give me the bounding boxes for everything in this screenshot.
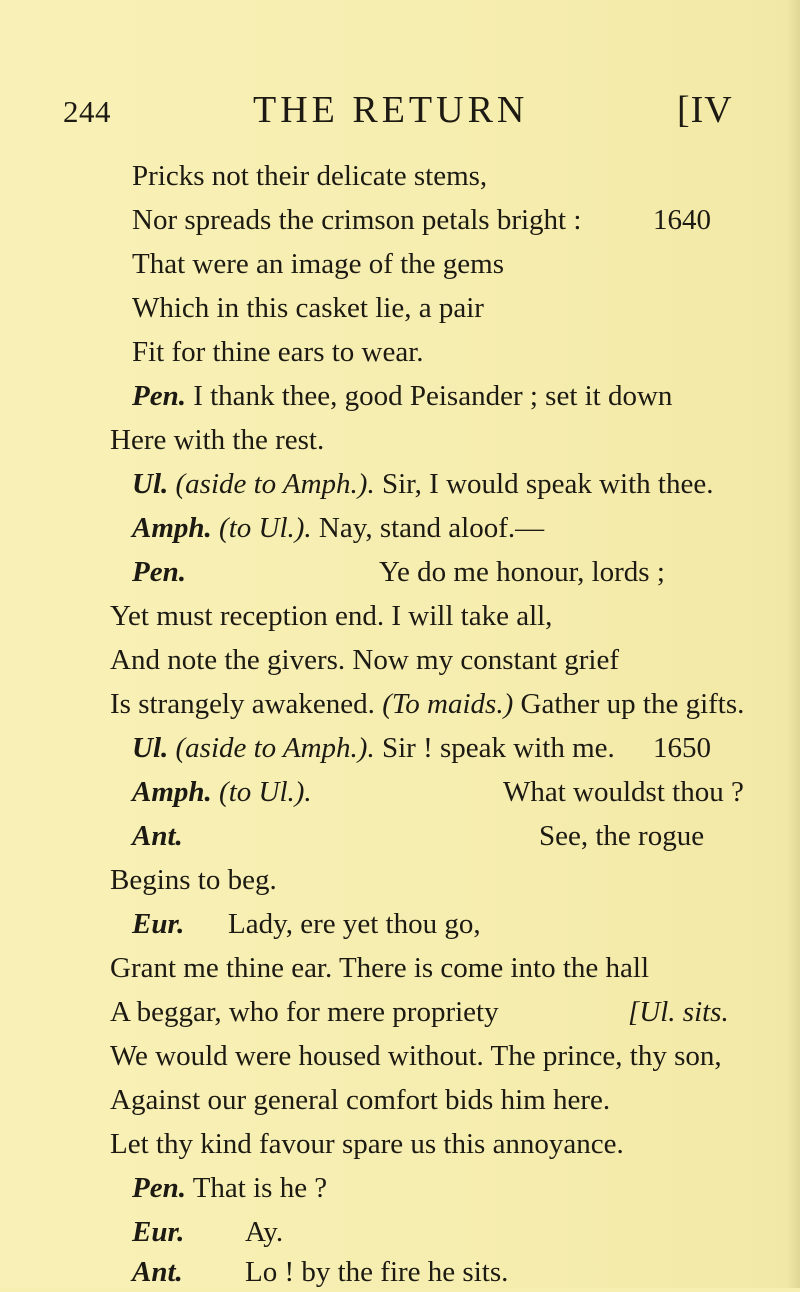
verse-line: Against our general comfort bids him here. <box>110 1084 611 1116</box>
verse-line: Amph. (to Ul.). Nay, stand aloof.— <box>132 512 545 544</box>
page-number: 244 <box>63 94 111 129</box>
stage-direction: (aside to Amph.). <box>175 732 375 764</box>
verse-line: Yet must reception end. I will take all, <box>110 600 553 632</box>
verse-line <box>132 1252 183 1292</box>
speaker-name: Amph. <box>132 776 212 808</box>
verse-line: A beggar, who for mere propriety <box>110 996 499 1028</box>
verse-line-continuation: See, the rogue <box>539 820 705 852</box>
speaker-name: Amph. <box>132 512 212 544</box>
speaker-name: Pen. <box>132 380 186 412</box>
speaker-name: Eur. <box>132 908 185 940</box>
verse-line: Ul. (aside to Amph.). Sir ! speak with me. <box>132 732 615 764</box>
verse-line-continuation: Ay. <box>245 1216 284 1248</box>
verse-line: Pen. I thank thee, good Peisander ; set it down <box>132 380 673 412</box>
verse-line: Let thy kind favour spare us this annoyance. <box>110 1128 624 1160</box>
verse-line: We would were housed without. The prince, thy son, <box>110 1040 722 1072</box>
verse-line-continuation: Lo ! by the fire he sits. <box>245 1256 509 1288</box>
verse-line: That were an image of the gems <box>132 248 505 280</box>
verse-line <box>132 772 312 812</box>
verse-line: Fit for thine ears to wear. <box>132 336 424 368</box>
speaker-name: Ant. <box>132 820 183 852</box>
verse-line: Pricks not their delicate stems, <box>132 160 488 192</box>
stage-direction: (to Ul.). <box>219 776 312 808</box>
speaker-name: Eur. <box>132 1216 185 1248</box>
section-marker: [IV <box>677 89 733 131</box>
line-number: 1650 <box>653 732 711 764</box>
speaker-name: Ul. <box>132 468 169 500</box>
stage-direction: (to Ul.). <box>219 512 312 544</box>
verse-line <box>132 552 186 592</box>
verse-line-continuation: Ye do me honour, lords ; <box>379 556 665 588</box>
stage-direction-right: [Ul. sits. <box>628 996 729 1028</box>
verse-line: Which in this casket lie, a pair <box>132 292 484 324</box>
verse-line: And note the givers. Now my constant grief <box>110 644 620 676</box>
verse-line: Begins to beg. <box>110 864 277 896</box>
verse-line <box>132 904 184 944</box>
line-number: 1640 <box>653 204 711 236</box>
verse-line: Is strangely awakened. (To maids.) Gather up the gifts. <box>110 688 745 720</box>
verse-line: Pen. That is he ? <box>132 1172 328 1204</box>
speaker-name: Ant. <box>132 1256 183 1288</box>
speaker-name: Ul. <box>132 732 169 764</box>
speaker-name: Pen. <box>132 1172 186 1204</box>
verse-line: Grant me thine ear. There is come into the hall <box>110 952 650 984</box>
stage-direction: (aside to Amph.). <box>175 468 375 500</box>
verse-line: Nor spreads the crimson petals bright : <box>132 204 582 236</box>
stage-direction: (To maids.) <box>382 688 514 720</box>
verse-line-continuation: Lady, ere yet thou go, <box>228 908 481 940</box>
running-title: THE RETURN <box>253 89 529 131</box>
verse-line: Here with the rest. <box>110 424 325 456</box>
verse-line <box>132 1212 184 1252</box>
verse-line: Ul. (aside to Amph.). Sir, I would speak with thee. <box>132 468 714 500</box>
speaker-name: Pen. <box>132 556 186 588</box>
verse-line-continuation: What wouldst thou ? <box>503 776 744 808</box>
verse-line <box>132 816 183 856</box>
